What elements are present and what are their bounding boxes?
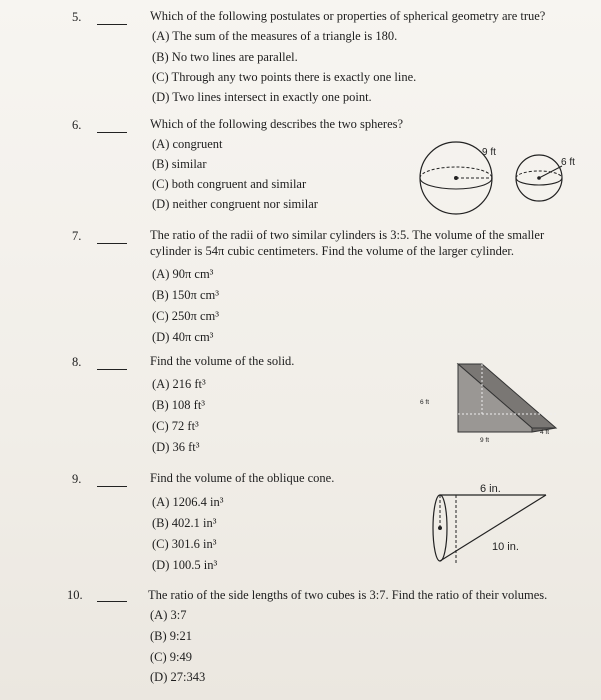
option-a: (A) congruent bbox=[152, 137, 223, 151]
option-b: (B) similar bbox=[152, 157, 207, 171]
option-c: (C) 9:49 bbox=[150, 650, 193, 664]
option-c: (C) 301.6 in³ bbox=[152, 537, 217, 551]
answer-blank[interactable] bbox=[97, 24, 127, 25]
option-c: (C) Through any two points there is exactly one line. bbox=[152, 70, 417, 84]
answer-blank[interactable] bbox=[97, 243, 127, 244]
question-number: 5. bbox=[72, 10, 82, 24]
option-d: (D) 40π cm³ bbox=[152, 330, 214, 344]
option-a: (A) The sum of the measures of a triangle is 180. bbox=[152, 29, 398, 43]
spheres-figure bbox=[418, 140, 588, 218]
option-c: (C) both congruent and similar bbox=[152, 177, 307, 191]
answer-blank[interactable] bbox=[97, 132, 127, 133]
question-number: 8. bbox=[72, 355, 82, 369]
triangular-prism-figure bbox=[418, 362, 568, 454]
option-d: (D) 36 ft³ bbox=[152, 440, 200, 454]
question-text: Which of the following postulates or properties of spherical geometry are true? bbox=[150, 9, 546, 23]
option-a: (A) 90π cm³ bbox=[152, 267, 214, 281]
small-sphere-radius-label: 6 ft bbox=[561, 157, 575, 168]
option-b: (B) 150π cm³ bbox=[152, 288, 219, 302]
question-text-line-1: The ratio of the radii of two similar cylinders is 3:5. The volume of the smaller bbox=[150, 228, 545, 242]
option-c: (C) 72 ft³ bbox=[152, 419, 199, 433]
option-b: (B) 9:21 bbox=[150, 629, 193, 643]
side-length-label: 10 in. bbox=[492, 541, 519, 553]
question-text-line-2: cylinder is 54π cubic centimeters. Find the volume of the larger cylinder. bbox=[150, 244, 514, 258]
question-number: 9. bbox=[72, 472, 82, 486]
option-d: (D) 27:343 bbox=[150, 670, 206, 684]
answer-blank[interactable] bbox=[97, 369, 127, 370]
option-d: (D) neither congruent nor similar bbox=[152, 197, 318, 211]
answer-blank[interactable] bbox=[97, 601, 127, 602]
option-d: (D) Two lines intersect in exactly one point. bbox=[152, 90, 372, 104]
oblique-cone-figure bbox=[426, 482, 562, 574]
top-length-label: 6 in. bbox=[480, 483, 501, 495]
option-c: (C) 250π cm³ bbox=[152, 309, 219, 323]
length-label: 9 ft bbox=[480, 437, 490, 444]
question-text: Which of the following describes the two spheres? bbox=[150, 117, 404, 131]
question-text: Find the volume of the solid. bbox=[150, 354, 295, 368]
option-a: (A) 3:7 bbox=[150, 608, 187, 622]
question-text: Find the volume of the oblique cone. bbox=[150, 471, 335, 485]
option-b: (B) 108 ft³ bbox=[152, 398, 206, 412]
option-b: (B) 402.1 in³ bbox=[152, 516, 217, 530]
question-number: 10. bbox=[67, 588, 83, 602]
option-a: (A) 216 ft³ bbox=[152, 377, 206, 391]
option-d: (D) 100.5 in³ bbox=[152, 558, 218, 572]
answer-blank[interactable] bbox=[97, 486, 127, 487]
width-label: 4 ft bbox=[540, 429, 550, 436]
question-number: 6. bbox=[72, 118, 82, 132]
option-b: (B) No two lines are parallel. bbox=[152, 50, 298, 64]
large-sphere-radius-label: 9 ft bbox=[482, 147, 496, 158]
height-label: 6 ft bbox=[420, 399, 430, 406]
option-a: (A) 1206.4 in³ bbox=[152, 495, 224, 509]
question-text: The ratio of the side lengths of two cubes is 3:7. Find the ratio of their volumes. bbox=[148, 588, 548, 602]
question-number: 7. bbox=[72, 229, 82, 243]
